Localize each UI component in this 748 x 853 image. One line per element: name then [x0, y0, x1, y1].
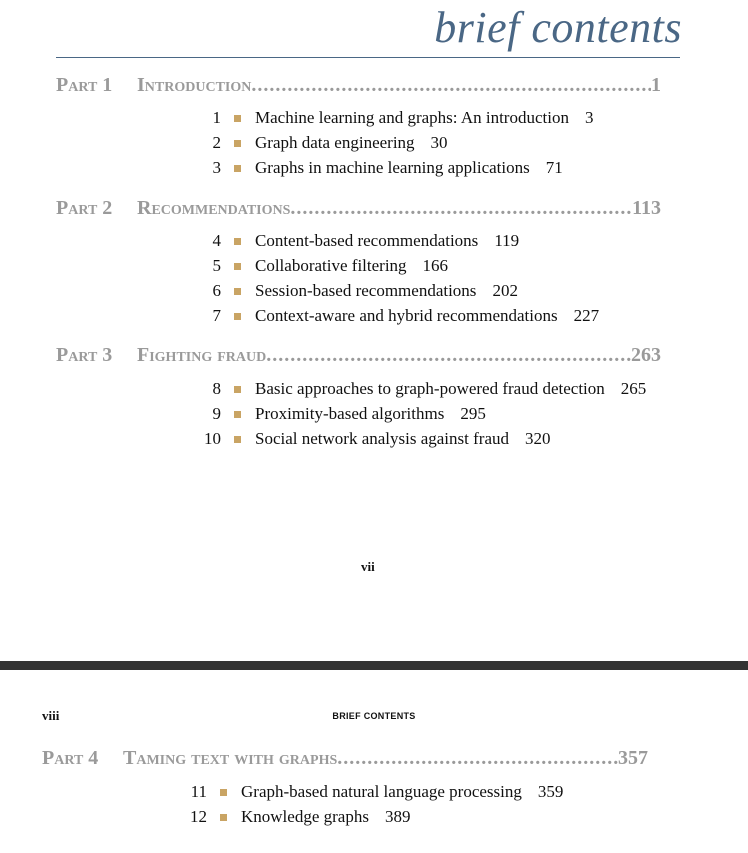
page-title: brief contents [434, 3, 682, 52]
chapter-entry[interactable] [197, 404, 486, 424]
chapter-entry[interactable] [197, 379, 646, 399]
chapter-entry[interactable] [197, 306, 599, 326]
chapter-page: 202 [492, 281, 518, 300]
chapter-title: Knowledge graphs [241, 807, 369, 826]
chapter-page: 359 [537, 782, 564, 801]
bullet-icon [234, 436, 241, 443]
chapter-entry[interactable] [183, 782, 563, 802]
chapter-entry[interactable] [197, 133, 448, 153]
bullet-icon [234, 386, 241, 393]
part-label: Part 2 [56, 197, 113, 219]
chapter-page: 320 [525, 429, 551, 448]
part-title: Recommendations [137, 197, 291, 219]
part-heading[interactable] [56, 344, 661, 367]
chapter-title: Social network analysis against fraud [255, 429, 509, 448]
part-label: Part 4 [42, 747, 99, 769]
chapter-entry[interactable] [197, 158, 563, 178]
page-folio-2: viii [42, 708, 60, 723]
chapter-number: 3 [212, 158, 221, 177]
bullet-icon [234, 263, 241, 270]
bullet-icon [220, 789, 227, 796]
leader-dots [290, 197, 632, 220]
chapter-title: Machine learning and graphs: An introduction [255, 108, 569, 127]
chapter-number: 5 [212, 256, 221, 275]
chapter-page: 3 [584, 108, 594, 127]
chapter-number: 2 [212, 133, 221, 152]
chapter-page: 389 [384, 807, 411, 826]
chapter-title: Graph data engineering [255, 133, 415, 152]
leader-dots [337, 747, 618, 770]
chapter-title: Graph-based natural language processing [241, 782, 522, 801]
chapter-entry[interactable] [197, 256, 448, 276]
chapter-page: 71 [545, 158, 563, 177]
part-heading[interactable] [56, 197, 661, 220]
chapter-page: 119 [494, 231, 520, 250]
chapter-number: 12 [190, 807, 207, 826]
bullet-icon [234, 238, 241, 245]
part-heading[interactable] [56, 74, 661, 97]
chapter-title: Content-based recommendations [255, 231, 479, 250]
chapter-entry[interactable] [197, 281, 518, 301]
chapter-page: 265 [620, 379, 647, 398]
part-page: 1 [651, 74, 661, 96]
part-title: Introduction [137, 74, 252, 96]
bullet-icon [234, 313, 241, 320]
chapter-number: 6 [212, 281, 221, 300]
page-folio: vii [361, 559, 375, 574]
part-label: Part 1 [56, 74, 113, 96]
title-rule [56, 57, 680, 58]
bullet-icon [234, 411, 241, 418]
bullet-icon [234, 288, 241, 295]
page-separator [0, 661, 748, 670]
chapter-title: Proximity-based algorithms [255, 404, 445, 423]
chapter-title: Collaborative filtering [255, 256, 407, 275]
chapter-entry[interactable] [183, 807, 410, 827]
bullet-icon [234, 115, 241, 122]
bullet-icon [234, 165, 241, 172]
chapter-title: Basic approaches to graph-powered fraud detection [255, 379, 605, 398]
leader-dots [251, 74, 651, 97]
chapter-page: 166 [422, 256, 449, 275]
chapter-title: Session-based recommendations [255, 281, 477, 300]
chapter-number: 11 [190, 782, 207, 801]
chapter-number: 8 [212, 379, 221, 398]
chapter-number: 9 [212, 404, 221, 423]
running-head: BRIEF CONTENTS [332, 711, 416, 721]
part-title: Taming text with graphs [123, 747, 338, 769]
part-label: Part 3 [56, 344, 113, 366]
chapter-number: 1 [212, 108, 221, 127]
chapter-entry[interactable] [197, 429, 551, 449]
part-page: 263 [631, 344, 661, 366]
chapter-title: Context-aware and hybrid recommendations [255, 306, 558, 325]
chapter-page: 295 [460, 404, 486, 423]
chapter-entry[interactable] [197, 231, 519, 251]
bullet-icon [234, 140, 241, 147]
chapter-page: 30 [430, 133, 448, 152]
part-title: Fighting fraud [137, 344, 267, 366]
part-heading[interactable] [42, 747, 648, 770]
chapter-title: Graphs in machine learning applications [255, 158, 530, 177]
part-page: 357 [618, 747, 648, 769]
chapter-entry[interactable] [197, 108, 593, 128]
leader-dots [266, 344, 631, 367]
chapter-number: 7 [212, 306, 221, 325]
part-page: 113 [632, 197, 661, 219]
bullet-icon [220, 814, 227, 821]
chapter-page: 227 [573, 306, 600, 325]
chapter-number: 10 [204, 429, 221, 448]
chapter-number: 4 [212, 231, 221, 250]
